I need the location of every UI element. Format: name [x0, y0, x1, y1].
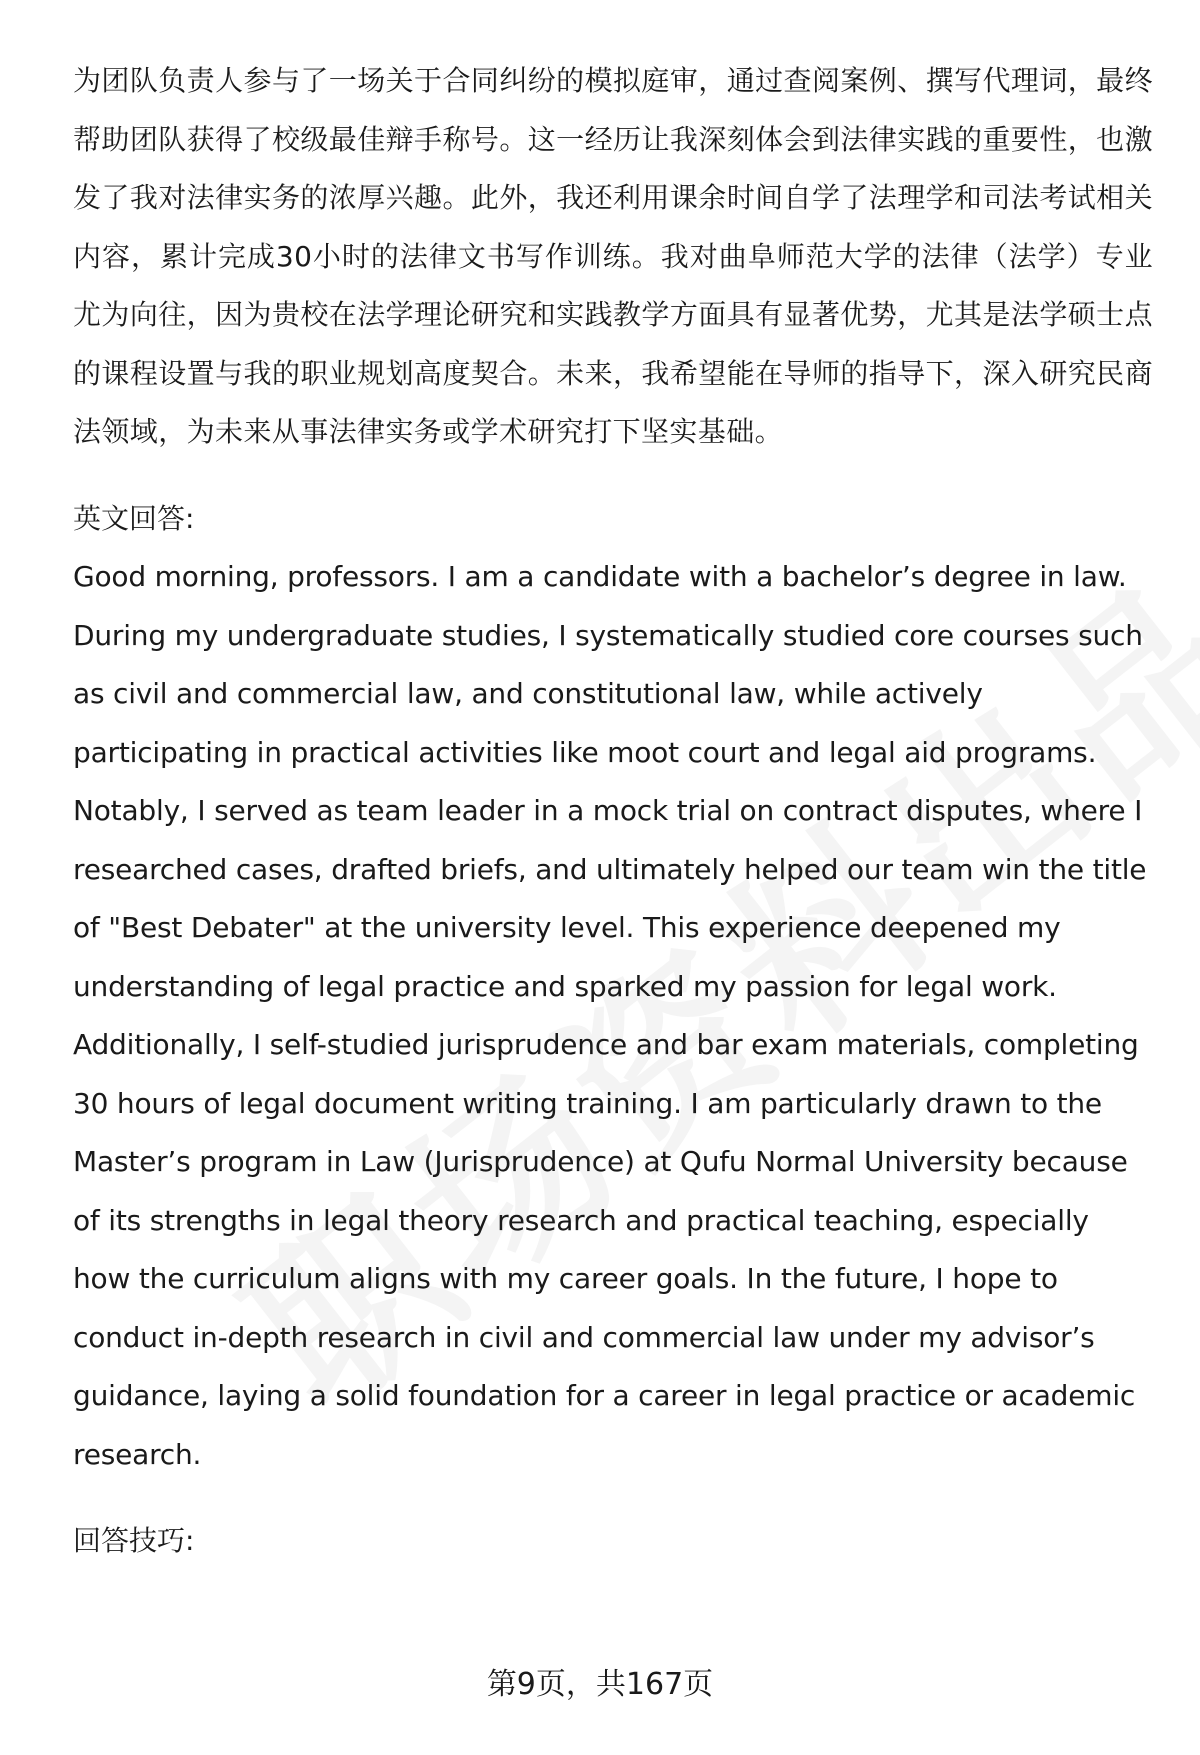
english-answer-paragraph: Good morning, professors. I am a candidate with a bachelor’s degree in law. During my undergraduate studies, I systematically studied core courses such as civil and commercial law, and constitutional law, while actively participating in practical activities like moot court and legal aid programs. Notably, I served as team leader in a mock trial on contract disputes, where I researched cases, drafted briefs, and ultimately helped our team win the title of "Best Debater" at the university level. This experience deepened my understanding of legal practice and sparked my passion for legal work. Additionally, I self-studied jurisprudence and bar exam materials, completing 30 hours of legal document writing training. I am particularly drawn to the Master’s program in Law (Jurisprudence) at Qufu Normal University because of its strengths in legal theory research and practical teaching, especially how the curriculum aligns with my career goals. In the future, I hope to conduct in-depth research in civil and commercial law under my advisor’s guidance, laying a solid foundation for a career in legal practice or academic research. [73, 560, 1147, 1471]
english-answer-heading: 英文回答: [73, 501, 195, 535]
chinese-answer-paragraph: 为团队负责人参与了一场关于合同纠纷的模拟庭审，通过查阅案例、撰写代理词，最终帮助团队获得了校级最佳辩手称号。这一经历让我深刻体会到法律实践的重要性，也激发了我对法律实务的浓厚兴趣。此外，我还利用课余时间自学了法理学和司法考试相关内容，累计完成30小时的法律文书写作训练。我对曲阜师范大学的法律（法学）专业尤为向往，因为贵校在法学理论研究和实践教学方面具有显著优势，尤其是法学硕士点的课程设置与我的职业规划高度契合。未来，我希望能在导师的指导下，深入研究民商法领域，为未来从事法律实务或学术研究打下坚实基础。 [73, 64, 1153, 448]
answer-tips-heading: 回答技巧: [73, 1524, 195, 1557]
document-body [73, 52, 1153, 1571]
page-number-footer: 第9页，共167页 [486, 1667, 714, 1702]
